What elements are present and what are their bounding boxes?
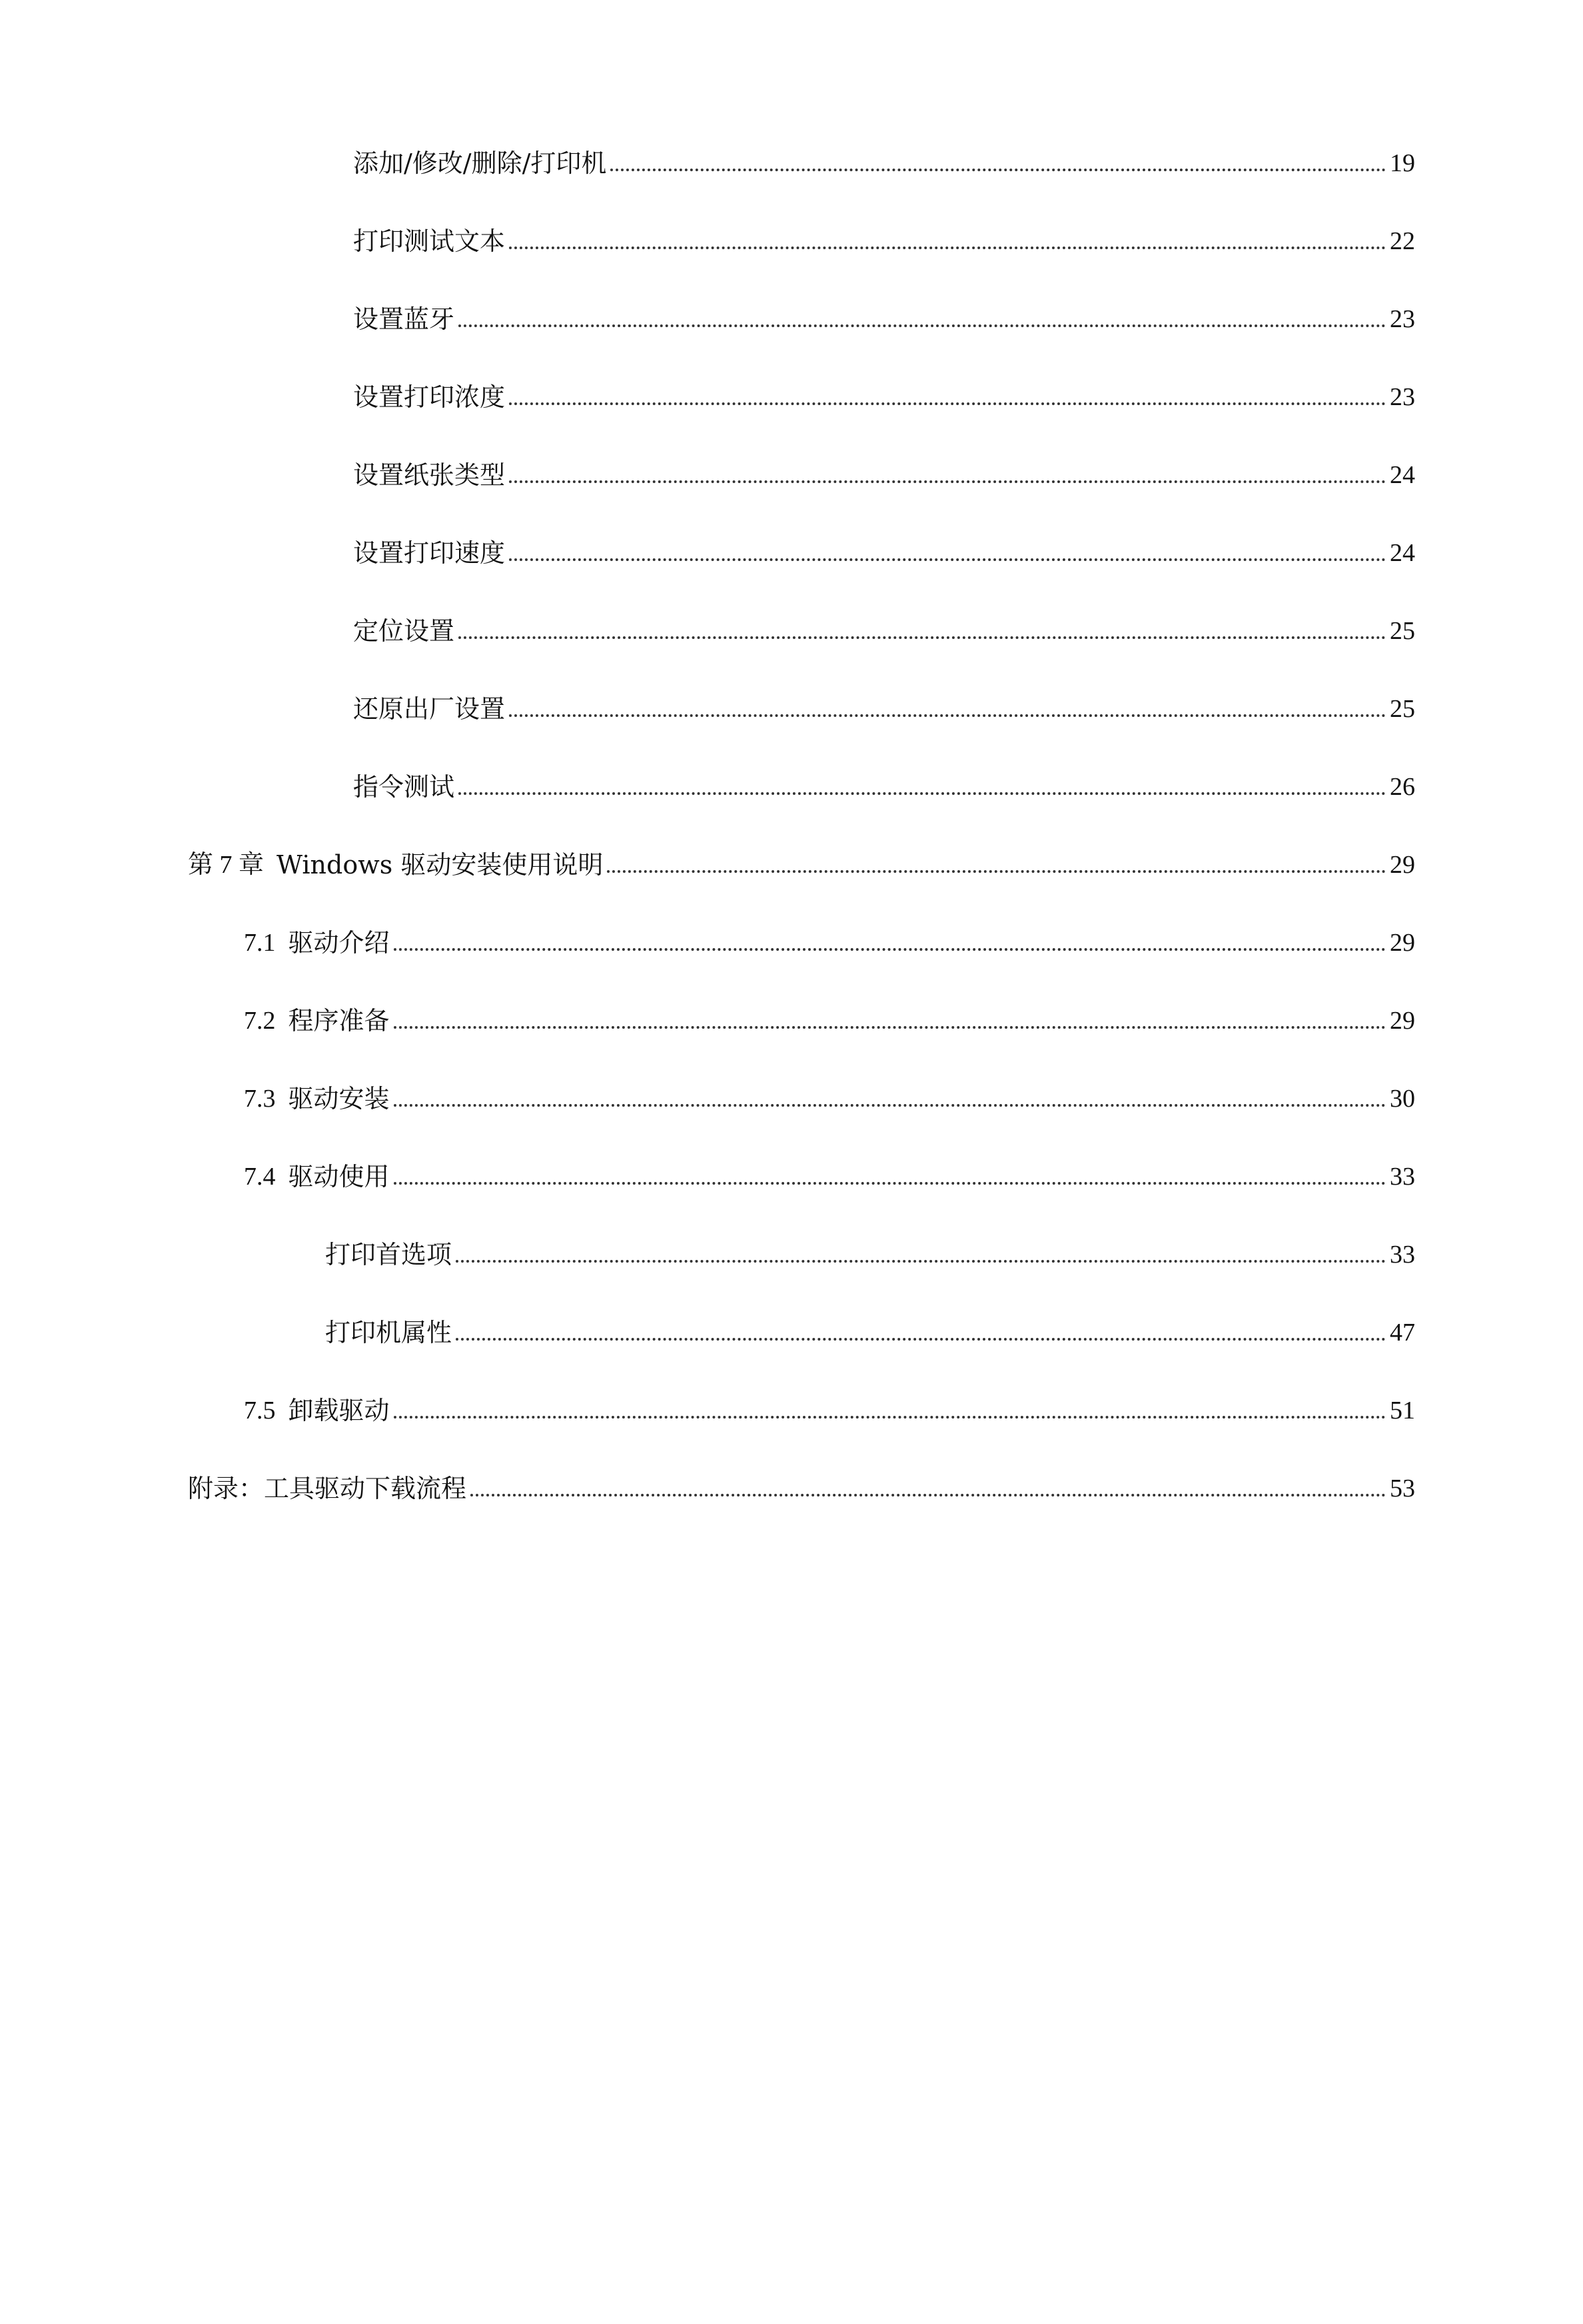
toc-page-number: 53 [1390,1474,1415,1502]
toc-entry-command-test[interactable] [353,762,1415,802]
toc-dot-leader [509,558,1386,561]
toc-page-number: 51 [1390,1397,1415,1425]
toc-dot-leader [394,1104,1386,1107]
toc-entry-title: Windows 驱动安装使用说明 [276,850,604,879]
toc-entry-number: 7.5 [244,1397,288,1425]
toc-entry-add-modify-delete-printer[interactable] [353,139,1415,179]
toc-page-number: 23 [1390,305,1415,333]
toc-dot-leader [394,1182,1386,1185]
toc-entry-appendix[interactable] [188,1464,1415,1504]
toc-entry-print-test-text[interactable] [353,217,1415,257]
toc-entry-title: 驱动使用 [288,1162,390,1191]
toc-dot-leader [509,714,1386,717]
toc-dot-leader [458,324,1386,327]
toc-entry-title: 驱动安装 [288,1084,390,1113]
toc-entry-factory-reset[interactable] [353,684,1415,724]
toc-dot-leader [509,247,1386,249]
toc-entry-number: 7.2 [244,1007,288,1035]
toc-page-number: 33 [1390,1241,1415,1269]
toc-page-number: 19 [1390,149,1415,177]
toc-entry-7-1[interactable] [244,918,1415,958]
toc-dot-leader [509,480,1386,483]
toc-entry-title: 设置纸张类型 [353,460,506,490]
toc-entry-title: 指令测试 [353,772,455,802]
toc-entry-number: 7.3 [244,1085,288,1113]
toc-page-number: 33 [1390,1163,1415,1191]
toc-page-number: 26 [1390,773,1415,801]
toc-entry-title: 附录：工具驱动下载流程 [188,1474,467,1503]
toc-dot-leader [610,169,1386,171]
toc-entry-7-3[interactable] [244,1074,1415,1114]
toc-entry-title: 驱动介绍 [288,928,390,957]
toc-entry-title: 添加/修改/删除/打印机 [353,149,607,178]
toc-entry-title: 设置打印速度 [353,538,506,568]
toc-entry-title: 打印首选项 [325,1240,452,1269]
toc-dot-leader [607,870,1386,873]
toc-entry-title: 程序准备 [288,1006,390,1035]
toc-entry-print-density[interactable] [353,372,1415,412]
toc-page-number: 29 [1390,929,1415,957]
toc-entry-7-2[interactable] [244,996,1415,1036]
toc-dot-leader [394,1026,1386,1029]
toc-entry-printer-properties[interactable] [325,1308,1415,1348]
toc-entry-print-speed[interactable] [353,528,1415,568]
toc-entry-number: 第 7 章 [188,851,277,879]
toc-page-number: 23 [1390,383,1415,411]
toc-page-number: 22 [1390,227,1415,255]
toc-page-number: 24 [1390,539,1415,567]
toc-entry-title: 设置打印浓度 [353,382,506,412]
toc-entry-number: 7.1 [244,929,288,957]
toc-dot-leader [394,948,1386,951]
toc-page-number: 29 [1390,1007,1415,1035]
toc-dot-leader [394,1416,1386,1419]
toc-entry-position-settings[interactable] [353,606,1415,646]
toc-page-number: 25 [1390,695,1415,723]
toc-entry-title: 定位设置 [353,616,455,646]
toc-page-number: 30 [1390,1085,1415,1113]
toc-page-number: 47 [1390,1319,1415,1347]
toc-entry-title: 还原出厂设置 [353,694,506,724]
toc-page-number: 29 [1390,851,1415,879]
toc-entry-bluetooth-settings[interactable] [353,294,1415,334]
toc-dot-leader [470,1494,1386,1496]
toc-dot-leader [456,1260,1386,1263]
toc-entry-7-5[interactable] [244,1386,1415,1426]
toc-entry-title: 打印机属性 [325,1318,452,1347]
toc-dot-leader [458,792,1386,795]
toc-page-number: 25 [1390,617,1415,645]
toc-entry-title: 设置蓝牙 [353,304,455,334]
toc-entry-paper-type[interactable] [353,450,1415,490]
toc-entry-number: 7.4 [244,1163,288,1191]
toc-entry-title: 卸载驱动 [288,1396,390,1425]
toc-entry-print-preferences[interactable] [325,1230,1415,1270]
toc-entry-title: 打印测试文本 [353,227,506,256]
toc-entry-7-4[interactable] [244,1152,1415,1192]
toc-page-number: 24 [1390,461,1415,489]
toc-entry-chapter-7[interactable] [188,840,1415,880]
toc-dot-leader [509,402,1386,405]
toc-dot-leader [458,636,1386,639]
toc-dot-leader [456,1338,1386,1341]
